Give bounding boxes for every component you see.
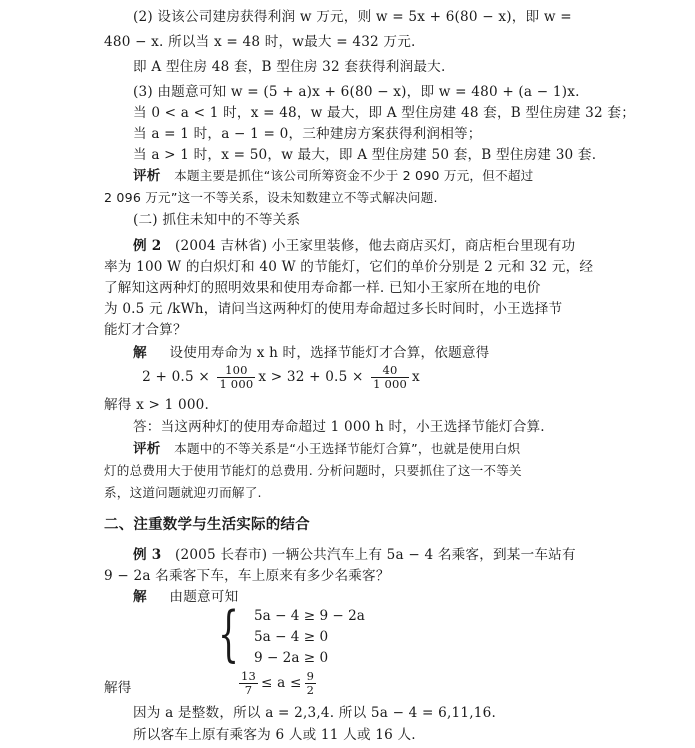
example-line <box>0 236 695 256</box>
fraction-denominator: 1 000 <box>219 377 254 391</box>
commentary-line <box>0 166 695 186</box>
commentary-text: 系，这道问题就迎刃而解了. <box>104 485 262 500</box>
commentary-text: 本题中的不等关系是“小王选择节能灯合算”，也就是使用白炽 <box>174 441 521 456</box>
text-line: 所以客车上原有乘客为 6 人或 11 人或 16 人. <box>133 727 416 743</box>
left-brace: { <box>218 599 240 669</box>
fraction-numerator: 9 <box>306 669 315 683</box>
equation-part: 2 + 0.5 × <box>142 369 210 385</box>
fraction-numerator: 13 <box>241 669 257 683</box>
text-line: 9 − 2a 名乘客下车，车上原来有多少名乘客？ <box>104 568 390 584</box>
text-line: 即 A 型住房 48 套，B 型住房 32 套获得利润最大. <box>133 59 446 75</box>
solution-text: 由题意可知 <box>169 589 239 605</box>
text-line: 480 − x. 所以当 x = 48 时，w最大 = 432 万元. <box>104 34 416 50</box>
example-label: 例 2 <box>133 238 162 254</box>
text-line: 解得 x > 1 000. <box>104 397 210 413</box>
equation-2 <box>236 668 319 698</box>
equation-part: x > 32 + 0.5 × <box>258 369 364 385</box>
system-equation: 9 − 2a ≥ 0 <box>254 650 329 666</box>
example-line <box>0 545 695 565</box>
text-line: 因为 a 是整数，所以 a = 2,3,4. 所以 5a − 4 = 6,11,16. <box>133 705 496 721</box>
solution-line <box>0 587 695 607</box>
fraction <box>239 670 258 697</box>
commentary-line <box>0 439 695 459</box>
fraction <box>371 364 409 391</box>
text-line: (2) 设该公司建房获得利润 w 万元，则 w = 5x + 6(80 − x)，即 w = <box>133 9 572 25</box>
commentary-text: 灯的总费用大于使用节能灯的总费用. 分析问题时，只要抓住了这一不等关 <box>104 463 522 478</box>
example-text: (2004 吉林省) 小王家里装修，他去商店买灯，商店柜台里现有功 <box>174 238 576 254</box>
equation-part: ≤ a ≤ <box>261 675 302 691</box>
text-line: (3) 由题意可知 w = (5 + a)x + 6(80 − x)，即 w = 480 + (a − 1)x. <box>133 84 580 100</box>
example-text: (2005 长春市) 一辆公共汽车上有 5a − 4 名乘客，到某一车站有 <box>174 547 576 563</box>
system-equation: 5a − 4 ≥ 9 − 2a <box>254 608 365 624</box>
equation-part: x <box>412 369 420 385</box>
text-line: 解得 <box>104 680 132 696</box>
solution-text: 设使用寿命为 x h 时，选择节能灯才合算，依题意得 <box>169 345 490 361</box>
equation-1 <box>0 362 562 392</box>
text-line: 当 a > 1 时，x = 50，w 最大，即 A 型住房建 50 套，B 型住房建 30 套. <box>133 147 597 163</box>
text-line: 当 0 < a < 1 时，x = 48，w 最大，即 A 型住房建 48 套，B 型住房建 32 套； <box>133 105 635 121</box>
example-label: 例 3 <box>133 547 162 563</box>
fraction-numerator: 100 <box>217 364 255 378</box>
commentary-label: 评析 <box>133 168 161 184</box>
fraction-denominator: 1 000 <box>373 377 408 391</box>
fraction <box>305 670 317 697</box>
fraction-denominator: 7 <box>244 683 253 697</box>
text-line: 当 a = 1 时，a − 1 = 0，三种建房方案获得利润相等； <box>133 126 482 142</box>
fraction-numerator: 40 <box>371 364 409 378</box>
solution-label: 解 <box>133 345 147 361</box>
commentary-text: 2 096 万元”这一不等关系，设未知数建立不等式解决问题. <box>104 190 438 205</box>
text-line: 能灯才合算？ <box>104 322 187 338</box>
commentary-label: 评析 <box>133 441 161 457</box>
commentary-text: 本题主要是抓住“该公司所筹资金不少于 2 090 万元，但不超过 <box>174 168 534 183</box>
fraction <box>217 364 255 391</box>
text-line: 了解知这两种灯的照明效果和使用寿命都一样. 已知小王家所在地的电价 <box>104 280 541 296</box>
solution-label: 解 <box>133 589 147 605</box>
fraction-denominator: 2 <box>306 683 315 697</box>
subsection-heading: (二) 抓住未知中的不等关系 <box>133 212 301 228</box>
section-heading: 二、注重数学与生活实际的结合 <box>104 517 310 533</box>
solution-line <box>0 343 695 363</box>
system-equation: 5a − 4 ≥ 0 <box>254 629 329 645</box>
text-line: 为 0.5 元 /kWh，请问当这两种灯的使用寿命超过多长时间时，小王选择节 <box>104 301 563 317</box>
text-line: 率为 100 W 的白炽灯和 40 W 的节能灯，它们的单价分别是 2 元和 32 元，经 <box>104 259 594 275</box>
answer-line: 答：当这两种灯的使用寿命超过 1 000 h 时，小王选择节能灯合算. <box>133 419 545 435</box>
